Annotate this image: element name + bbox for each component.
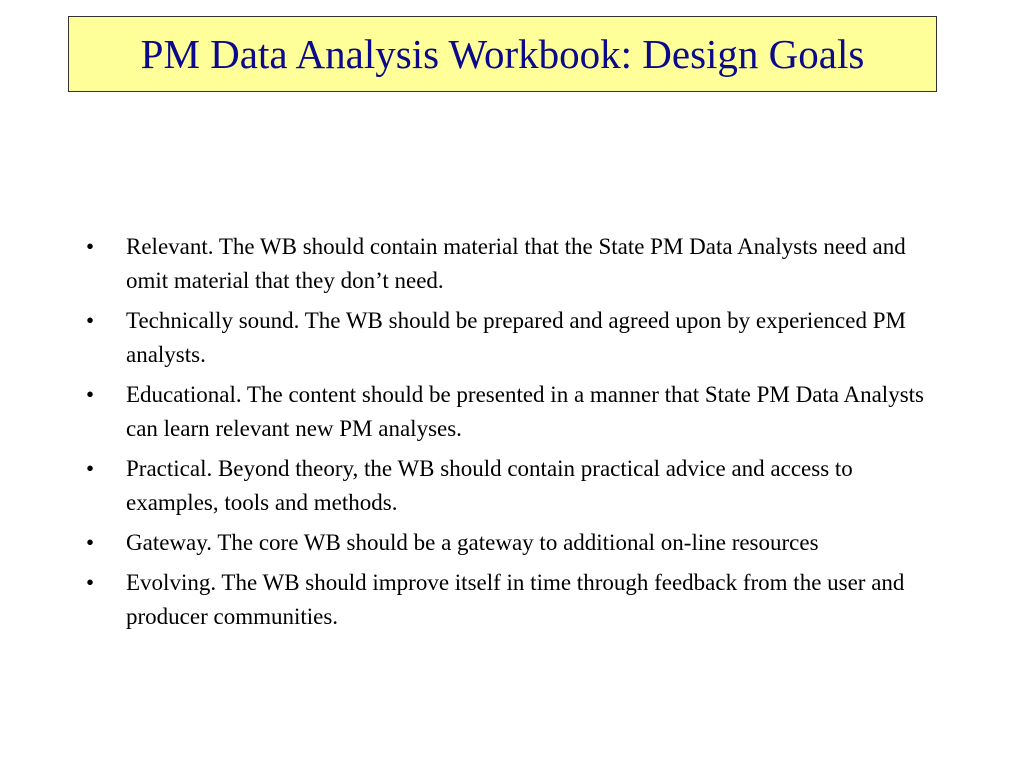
bullet-item <box>86 304 936 372</box>
title-box <box>68 16 937 92</box>
bullet-item <box>86 230 936 298</box>
bullet-item <box>86 566 936 634</box>
bullet-item <box>86 378 936 446</box>
bullet-icon: • <box>86 382 95 407</box>
bullet-icon: • <box>86 570 95 595</box>
bullet-item <box>86 526 936 560</box>
bullet-text: Evolving. The WB should improve itself in time through feedback from the user and producer communities. <box>126 570 905 629</box>
bullet-text: Relevant. The WB should contain material that the State PM Data Analysts need and omit material that they don’t need. <box>126 234 906 293</box>
bullet-icon: • <box>86 456 95 481</box>
bullet-list <box>86 230 936 640</box>
bullet-text: Educational. The content should be presented in a manner that State PM Data Analysts can learn relevant new PM analyses. <box>126 382 924 441</box>
bullet-text: Gateway. The core WB should be a gateway to additional on-line resources <box>126 530 819 555</box>
bullet-text: Technically sound. The WB should be prepared and agreed upon by experienced PM analysts. <box>126 308 906 367</box>
bullet-icon: • <box>86 530 95 555</box>
bullet-icon: • <box>86 308 95 333</box>
slide-title: PM Data Analysis Workbook: Design Goals <box>140 30 865 77</box>
bullet-item <box>86 452 936 520</box>
bullet-icon: • <box>86 234 95 259</box>
bullet-text: Practical. Beyond theory, the WB should contain practical advice and access to examples, tools and methods. <box>126 456 853 515</box>
